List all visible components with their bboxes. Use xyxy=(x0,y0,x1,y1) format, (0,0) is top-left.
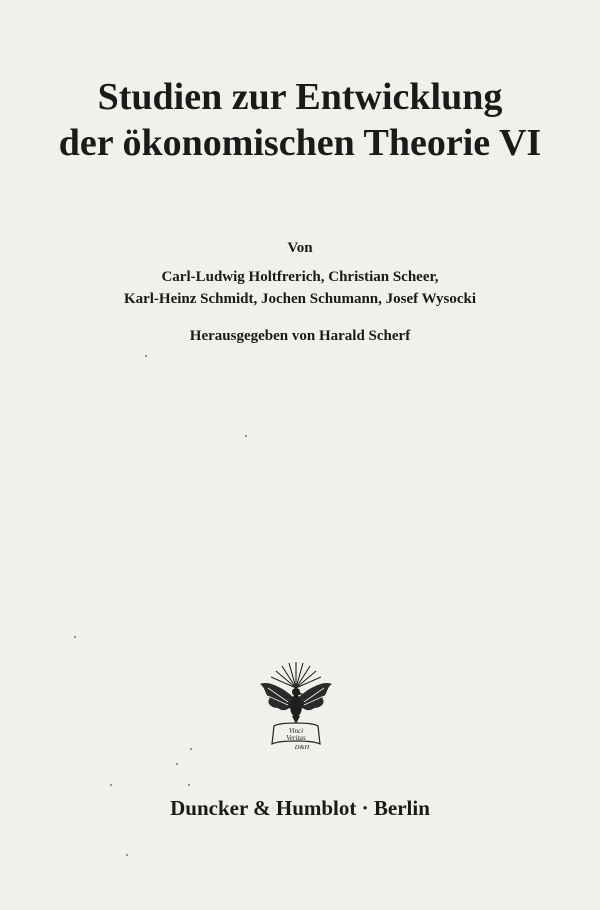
by-label: Von xyxy=(287,240,313,256)
logo-motto-line-1: Vinci xyxy=(288,727,304,735)
paper-speck xyxy=(145,355,147,357)
author-line-2: Karl-Heinz Schmidt, Jochen Schumann, Josef Wysocki xyxy=(123,291,477,307)
paper-speck xyxy=(245,435,247,437)
book-title-line-1: Studien zur Entwicklung xyxy=(97,76,503,118)
book-title xyxy=(0,74,600,166)
book-title-line-2: der ökonomischen Theorie VI xyxy=(58,122,542,164)
paper-speck xyxy=(74,636,76,638)
logo-initials: D&H xyxy=(294,744,310,751)
publisher-logo-icon xyxy=(254,658,338,754)
author-line-1: Carl-Ludwig Holtfrerich, Christian Scheer, xyxy=(161,269,439,285)
paper-speck xyxy=(176,763,178,765)
editor-line: Herausgegeben von Harald Scherf xyxy=(189,328,411,344)
logo-motto-line-2: Veritas xyxy=(286,734,306,742)
publisher-imprint: Duncker & Humblot · Berlin xyxy=(170,796,430,820)
paper-speck xyxy=(190,748,192,750)
author-list xyxy=(0,266,600,310)
paper-speck xyxy=(110,784,112,786)
paper-speck xyxy=(188,784,190,786)
paper-speck xyxy=(126,854,128,856)
